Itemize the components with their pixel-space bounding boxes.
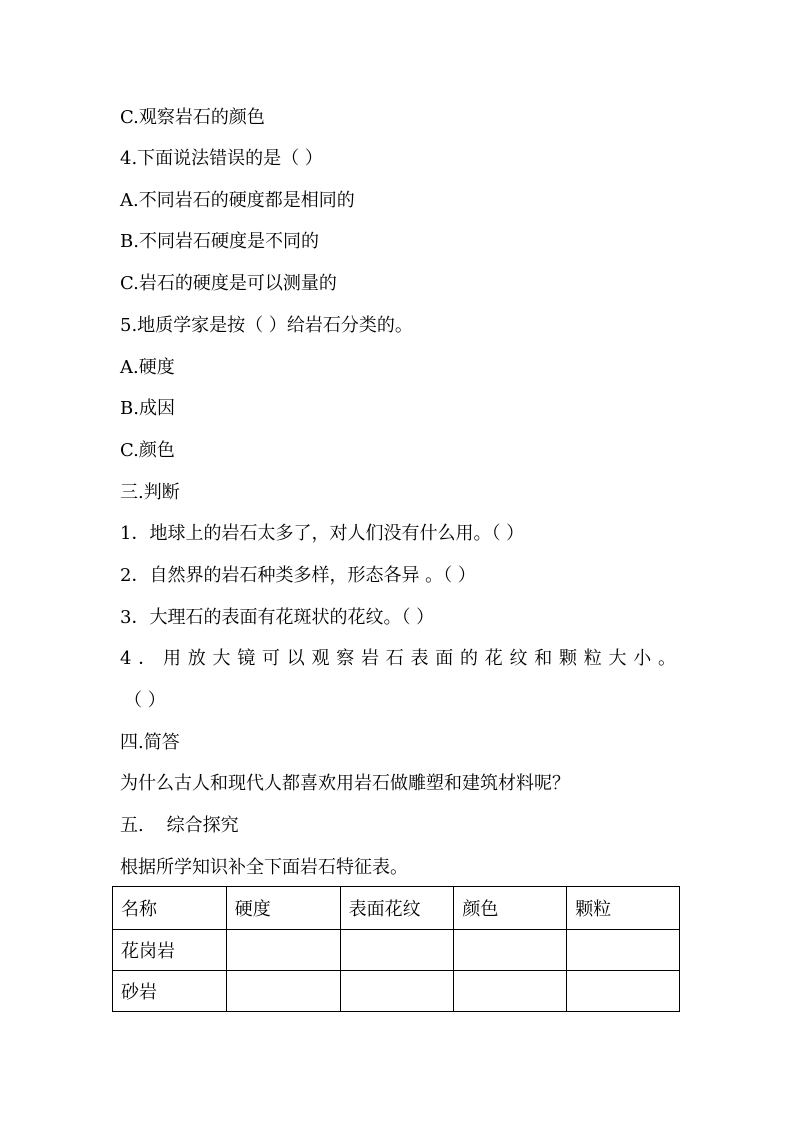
- table-header-cell: 颜色: [454, 887, 567, 930]
- q4-option-a: A.不同岩石的硬度都是相同的: [120, 190, 355, 211]
- inquiry-heading: 五. 综合探究: [120, 815, 239, 836]
- table-row-label: 花岗岩: [113, 930, 227, 971]
- table-cell: [340, 930, 454, 971]
- judgment-item-4: 4．用放大镜可以观察岩石表面的花纹和颗粒大小。: [120, 648, 676, 669]
- judgment-item-3: 3．大理石的表面有花斑状的花纹。（ ）: [120, 607, 435, 628]
- judgment-item-1: 1．地球上的岩石太多了，对人们没有什么用。（ ）: [120, 523, 525, 544]
- table-cell: [226, 930, 340, 971]
- table-row: [113, 930, 680, 971]
- table-cell: [226, 971, 340, 1012]
- table-header-row: [113, 887, 680, 930]
- q5-option-b: B.成因: [120, 398, 175, 419]
- q5-option-a: A.硬度: [120, 357, 175, 378]
- rock-feature-table: [112, 886, 680, 1012]
- q5-option-c: C.颜色: [120, 440, 175, 461]
- table-header-cell: 颗粒: [567, 887, 680, 930]
- table-header-cell: 硬度: [226, 887, 340, 930]
- table-cell: [567, 930, 680, 971]
- table-header-cell: 表面花纹: [340, 887, 454, 930]
- table-row-label: 砂岩: [113, 971, 227, 1012]
- q4-option-b: B.不同岩石硬度是不同的: [120, 231, 319, 252]
- inquiry-instruction: 根据所学知识补全下面岩石特征表。: [120, 857, 408, 878]
- judgment-item-4-answer: （ ）: [124, 690, 166, 711]
- judgment-item-2: 2．自然界的岩石种类多样，形态各异 。（ ）: [120, 565, 476, 586]
- table-cell: [340, 971, 454, 1012]
- table-cell: [567, 971, 680, 1012]
- table-cell: [454, 971, 567, 1012]
- table-header-cell: 名称: [113, 887, 227, 930]
- q4-stem: 4.下面说法错误的是（ ）: [120, 148, 323, 169]
- table-row: [113, 971, 680, 1012]
- q4-option-c: C.岩石的硬度是可以测量的: [120, 273, 337, 294]
- short-answer-heading: 四.简答: [120, 732, 180, 753]
- judgment-heading: 三.判断: [120, 482, 180, 503]
- table-cell: [454, 930, 567, 971]
- q5-stem: 5.地质学家是按（ ）给岩石分类的。: [120, 315, 413, 336]
- short-answer-question: 为什么古人和现代人都喜欢用岩石做雕塑和建筑材料呢？: [120, 773, 570, 794]
- q3-option-c: C.观察岩石的颜色: [120, 107, 265, 128]
